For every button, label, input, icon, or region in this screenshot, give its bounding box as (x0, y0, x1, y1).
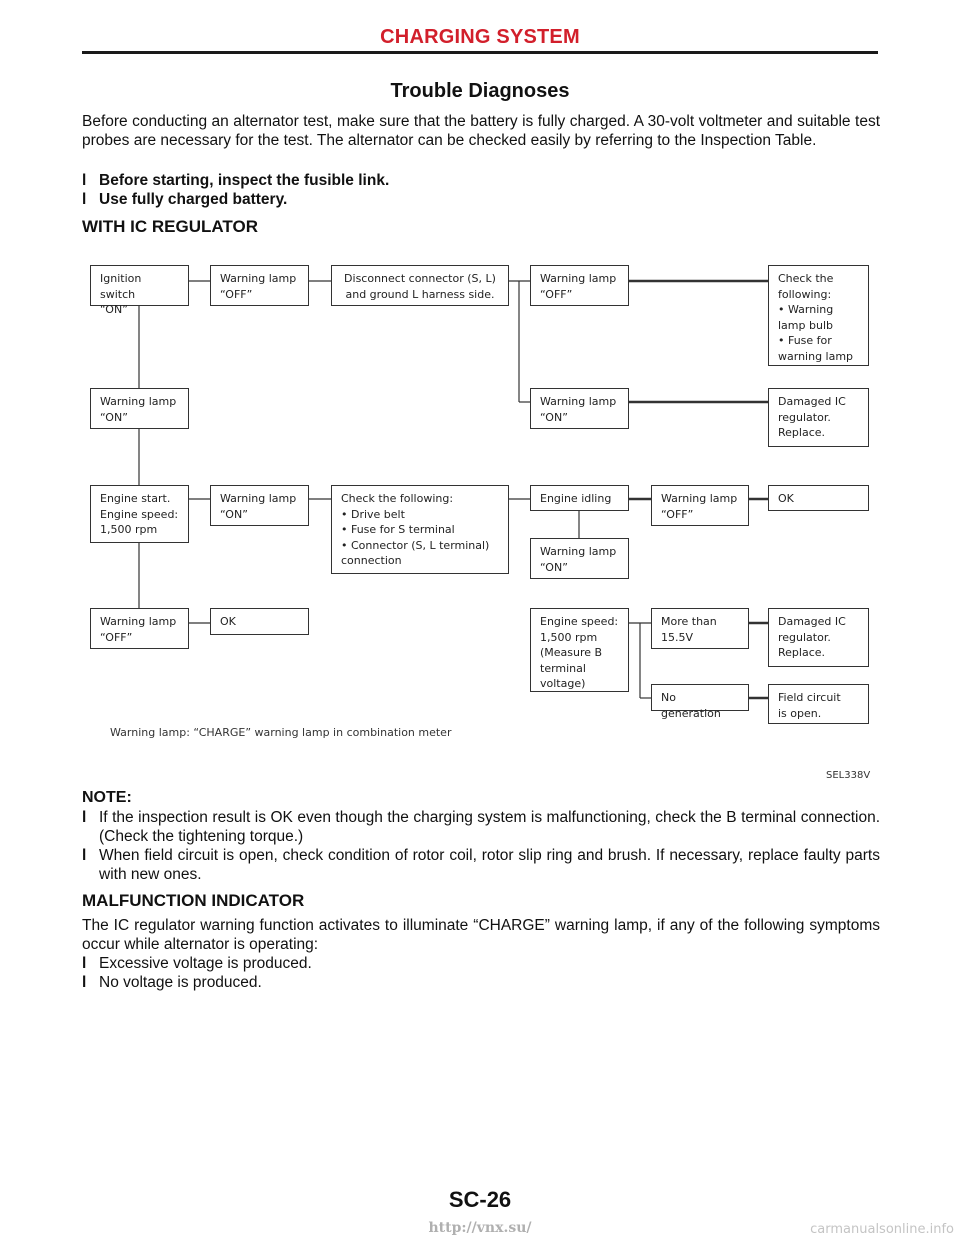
damaged-ic-regulator-box: Damaged IC regulator. Replace. (768, 608, 869, 667)
field-circuit-open-box: Field circuit is open. (768, 684, 869, 724)
warning-lamp-off-box: Warning lamp “OFF” (651, 485, 749, 526)
malfunction-text: No voltage is produced. (99, 974, 262, 991)
bullet-icon: l (82, 172, 87, 189)
flowchart-caption: Warning lamp: “CHARGE” warning lamp in combination meter (110, 726, 452, 739)
disconnect-connector-box: Disconnect connector (S, L) and ground L harness side. (331, 265, 509, 306)
warning-lamp-off-box: Warning lamp “OFF” (530, 265, 629, 306)
check-drive-belt-box: Check the following: • Drive belt • Fuse for S terminal • Connector (S, L terminal) connection (331, 485, 509, 574)
ignition-switch-on-box: Ignition switch “ON” (90, 265, 189, 306)
bullet-icon: l (82, 955, 87, 972)
more-than-voltage-box: More than 15.5V (651, 608, 749, 649)
precheck-text: Before starting, inspect the fusible link. (99, 172, 390, 189)
engine-idling-box: Engine idling (530, 485, 629, 511)
warning-lamp-on-box: Warning lamp “ON” (210, 485, 309, 526)
warning-lamp-on-box: Warning lamp “ON” (530, 538, 629, 579)
warning-lamp-on-box: Warning lamp “ON” (90, 388, 189, 429)
header-title: CHARGING SYSTEM (380, 26, 580, 48)
page-header (82, 26, 878, 49)
damaged-ic-regulator-box: Damaged IC regulator. Replace. (768, 388, 869, 447)
page-number: SC-26 (448, 1187, 512, 1212)
note-text: If the inspection result is OK even though the charging system is malfunctioning, check the B terminal connection. (Check the tightening torque.) (99, 809, 880, 845)
warning-lamp-off-box: Warning lamp “OFF” (90, 608, 189, 649)
ok-box: OK (768, 485, 869, 511)
site-watermark: carmanualsonline.info (810, 1222, 954, 1237)
warning-lamp-on-box: Warning lamp “ON” (530, 388, 629, 429)
bullet-icon: l (82, 809, 87, 826)
malfunction-paragraph: The IC regulator warning function activates to illuminate “CHARGE” warning lamp, if any of the following symptoms occur while alternator is operating: (82, 917, 880, 953)
ok-box: OK (210, 608, 309, 635)
header-rule (82, 51, 878, 54)
malfunction-heading: MALFUNCTION INDICATOR (82, 891, 305, 910)
regulator-heading: WITH IC REGULATOR (82, 217, 258, 236)
footer-url-link[interactable]: http://vnx.su/ (428, 1220, 532, 1236)
no-generation-box: No generation (651, 684, 749, 711)
engine-start-box: Engine start. Engine speed: 1,500 rpm (90, 485, 189, 543)
engine-speed-measure-box: Engine speed: 1,500 rpm (Measure B terminal voltage) (530, 608, 629, 692)
malfunction-text: Excessive voltage is produced. (99, 955, 312, 972)
bullet-icon: l (82, 847, 87, 864)
bullet-icon: l (82, 191, 87, 208)
figure-code: SEL338V (826, 770, 871, 781)
intro-paragraph: Before conducting an alternator test, make sure that the battery is fully charged. A 30-volt voltmeter and suitable test probes are necessary for the test. The alternator can be checked easily by referring to the Inspection Table. (82, 113, 880, 149)
bullet-icon: l (82, 974, 87, 991)
check-warning-lamp-bulb-box: Check the following: • Warning lamp bulb • Fuse for warning lamp (768, 265, 869, 366)
precheck-text: Use fully charged battery. (99, 191, 288, 208)
note-heading: NOTE: (82, 789, 132, 806)
section-title: Trouble Diagnoses (390, 80, 570, 102)
warning-lamp-off-box: Warning lamp “OFF” (210, 265, 309, 306)
note-text: When field circuit is open, check condition of rotor coil, rotor slip ring and brush. If necessary, replace faulty parts with new ones. (99, 847, 880, 883)
